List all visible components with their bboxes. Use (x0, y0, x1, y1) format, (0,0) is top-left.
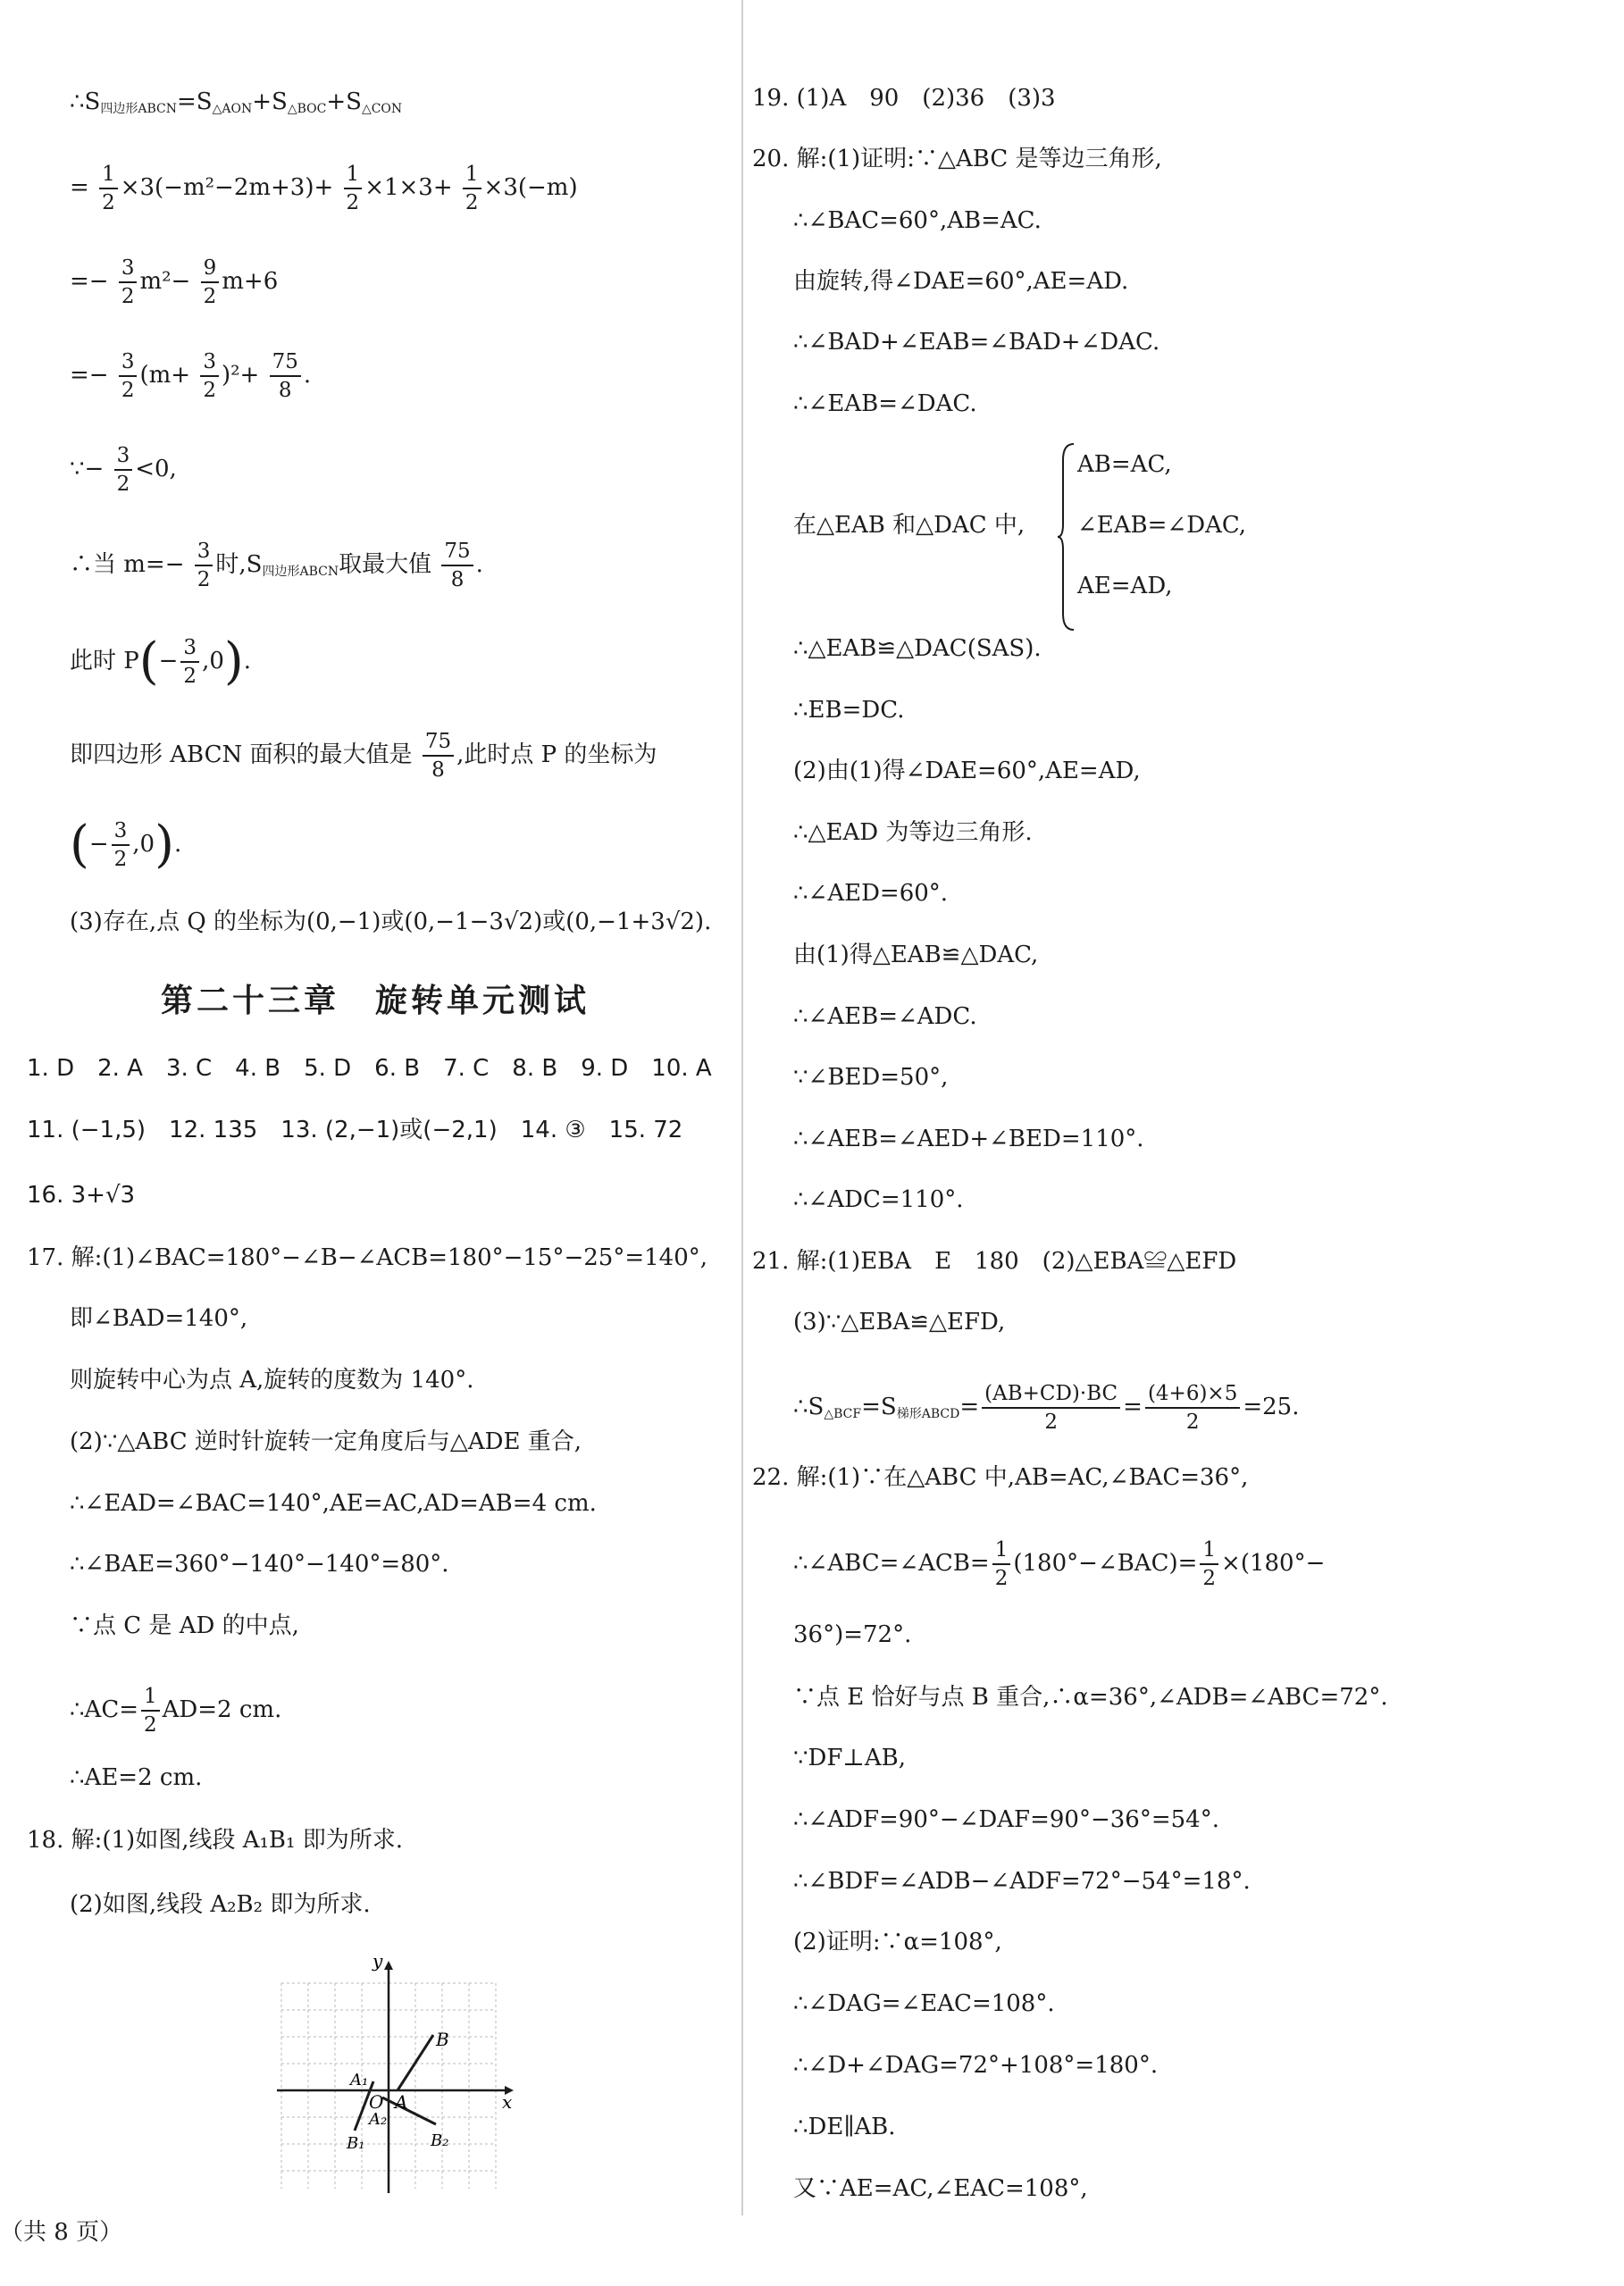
subscript: △BOC (287, 102, 327, 116)
text: <0, (135, 456, 177, 482)
q17-line-4: (2)∵△ABC 逆时针旋转一定角度后与△ADE 重合, (70, 1428, 582, 1455)
coordinate-line: (− $\frac{3}{2}$ ,0). (70, 816, 182, 874)
q21-line-1: 21. 解:(1)EBA E 180 (2)△EBA≌△EFD (752, 1248, 1237, 1275)
text: . (475, 551, 483, 578)
text: ∴当 m=− (70, 551, 185, 578)
text: . (303, 362, 312, 389)
q20-line-1: 20. 解:(1)证明:∵△ABC 是等边三角形, (752, 146, 1162, 172)
text: ∴∠ABC=∠ACB= (793, 1550, 990, 1577)
q20-system-1: AB=AC, (1077, 451, 1172, 478)
point-a-label: A (395, 2091, 408, 2113)
q17-line-5: ∴∠EAD=∠BAC=140°,AE=AC,AD=AB=4 cm. (70, 1490, 597, 1517)
text: ,此时点 P 的坐标为 (456, 741, 657, 768)
q17-line-6: ∴∠BAE=360°−140°−140°=80°. (70, 1551, 449, 1578)
y-axis-arrow (384, 1961, 393, 1970)
q22-line-4: ∵点 E 恰好与点 B 重合,∴α=36°,∠ADB=∠ABC=72°. (793, 1684, 1388, 1711)
answers-row-1: 1. D 2. A 3. C 4. B 5. D 6. B 7. C 8. B 9. D 10. A (27, 1055, 712, 1082)
text: =− (70, 268, 109, 295)
q22-line-11: ∴DE∥AB. (793, 2114, 896, 2140)
text: (180°−∠BAC)= (1013, 1550, 1198, 1577)
q20-line-4: ∴∠BAD+∠EAB=∠BAD+∠DAC. (793, 329, 1160, 356)
point-b2-label: B₂ (431, 2131, 449, 2150)
text: =S (176, 88, 213, 115)
text: =25. (1243, 1394, 1300, 1420)
fraction: $\frac{3}{2}$ (119, 255, 138, 310)
because-line (70, 442, 177, 498)
q20-line-6: ∴△EAB≌△DAC(SAS). (793, 635, 1042, 662)
part3-answer: (3)存在,点 Q 的坐标为(0,−1)或(0,−1−3√2)或(0,−1+3√2). (70, 909, 712, 935)
q20-line-5: ∴∠EAB=∠DAC. (793, 390, 977, 417)
answers-row-2: 11. (−1,5) 12. 135 13. (2,−1)或(−2,1) 14. ③ 15. 72 (27, 1117, 683, 1143)
text: +S (326, 88, 362, 115)
q20-line-15: ∴∠ADC=110°. (793, 1186, 964, 1213)
y-label: y (373, 1950, 383, 1972)
subscript: 四边形ABCN (100, 102, 177, 116)
subscript: △CON (361, 102, 403, 116)
text: =− (70, 362, 109, 389)
q17-line-1: 17. 解:(1)∠BAC=180°−∠B−∠ACB=180°−15°−25°=140°, (27, 1244, 708, 1271)
text: +S (252, 88, 288, 115)
fraction: $\frac{1}{2}$ (992, 1537, 1011, 1592)
point-a2-label: A₂ (369, 2110, 388, 2129)
point-p-line: 此时 P(− $\frac{3}{2}$ ,0). (70, 632, 251, 691)
page-footer: （共 8 页） (0, 2219, 123, 2246)
subscript: 梯形ABCD (896, 1407, 960, 1421)
q20-line-2: ∴∠BAC=60°,AB=AC. (793, 207, 1042, 234)
fraction: $\frac{3}{2}$ (180, 634, 199, 690)
fraction: $\frac{75}{8}$ (270, 348, 301, 404)
subscript: △AON (212, 102, 253, 116)
text: 即四边形 ABCN 面积的最大值是 (70, 741, 413, 768)
q20-system-3: AE=AD, (1077, 573, 1173, 599)
q20-line-13: ∵∠BED=50°, (793, 1064, 949, 1091)
q19-answer: 19. (1)A 90 (2)36 (3)3 (752, 85, 1056, 112)
q22-line-9: ∴∠DAG=∠EAC=108°. (793, 1990, 1055, 2017)
q20-line-12: ∴∠AEB=∠ADC. (793, 1003, 977, 1030)
expression-line-1 (70, 161, 578, 216)
text: = (959, 1394, 980, 1420)
expression-line-3 (70, 348, 311, 404)
fraction: $\frac{3}{2}$ (114, 442, 133, 498)
text: . (173, 831, 182, 858)
q17-line-3: 则旋转中心为点 A,旋转的度数为 140°. (70, 1367, 474, 1394)
q17-line-9: ∴AE=2 cm. (70, 1764, 203, 1791)
left-column (0, 0, 743, 2215)
q22-line-7: ∴∠BDF=∠ADB−∠ADF=72°−54°=18°. (793, 1868, 1251, 1895)
area-sum-line (70, 84, 402, 127)
q20-line-11: 由(1)得△EAB≌△DAC, (793, 942, 1039, 968)
fraction: $\frac{3}{2}$ (200, 348, 219, 404)
q21-line-2: (3)∵△EBA≌△EFD, (793, 1309, 1006, 1336)
point-b-label: B (436, 2029, 449, 2050)
q20-system-lead: 在△EAB 和△DAC 中, (793, 512, 1025, 539)
text: = (1123, 1394, 1143, 1420)
fraction: $\frac{1}{2}$ (344, 161, 363, 216)
fraction: $\frac{1}{2}$ (141, 1683, 160, 1738)
text: AD=2 cm. (162, 1696, 282, 1723)
q17-line-8 (70, 1683, 281, 1738)
text: =S (861, 1394, 897, 1420)
text: (m+ (139, 362, 191, 389)
q20-line-10: ∴∠AED=60°. (793, 880, 949, 907)
origin-label: O (369, 2091, 384, 2113)
fraction: $\frac{(4+6)\times 5}{2}$ (1145, 1380, 1240, 1436)
q20-system-2: ∠EAB=∠DAC, (1077, 512, 1247, 539)
fraction: $\frac{9}{2}$ (201, 255, 220, 310)
text: ∴AC= (70, 1696, 138, 1723)
text: 取最大值 (339, 551, 432, 578)
chapter-title: 第二十三章 旋转单元测试 (161, 983, 590, 1019)
q17-line-7: ∵点 C 是 AD 的中点, (70, 1612, 299, 1639)
q20-line-7: ∴EB=DC. (793, 697, 905, 724)
point-a1-label: A₁ (350, 2071, 369, 2089)
q20-line-8: (2)由(1)得∠DAE=60°,AE=AD, (793, 758, 1141, 784)
fraction: $\frac{1}{2}$ (1200, 1537, 1218, 1592)
expression-line-2 (70, 255, 278, 310)
text: ×3(−m²−2m+3)+ (120, 174, 334, 201)
q22-line-1: 22. 解:(1)∵在△ABC 中,AB=AC,∠BAC=36°, (752, 1464, 1249, 1491)
point-b1-label: B₁ (347, 2134, 365, 2153)
text: = (70, 174, 89, 201)
text: 此时 P (70, 648, 139, 674)
text: ×(180°− (1221, 1550, 1326, 1577)
text: ∵− (70, 456, 105, 482)
text: ,0 (202, 648, 224, 674)
q22-line-10: ∴∠D+∠DAG=72°+108°=180°. (793, 2052, 1159, 2079)
q17-line-2: 即∠BAD=140°, (70, 1305, 248, 1332)
coordinate-grid-figure (268, 1947, 527, 2202)
conclusion-line (70, 728, 657, 783)
subscript: 四边形ABCN (262, 565, 339, 579)
q20-line-3: 由旋转,得∠DAE=60°,AE=AD. (793, 268, 1129, 295)
q18-line-2: (2)如图,线段 A₂B₂ 即为所求. (70, 1891, 371, 1918)
max-value-line (70, 538, 483, 593)
fraction: $\frac{3}{2}$ (119, 348, 138, 404)
q22-line-8: (2)证明:∵α=108°, (793, 1929, 1002, 1955)
text: )²+ (221, 362, 260, 389)
text: 时,S (215, 551, 263, 578)
q22-line-3: 36°)=72°. (793, 1621, 912, 1648)
q22-line-2 (793, 1537, 1325, 1592)
text: m²− (139, 268, 191, 295)
text: ×3(−m) (483, 174, 578, 201)
answers-row-3: 16. 3+√3 (27, 1182, 136, 1209)
fraction: $\frac{1}{2}$ (99, 161, 118, 216)
text: m+6 (222, 268, 279, 295)
fraction: $\frac{75}{8}$ (441, 538, 473, 593)
fraction: $\frac{75}{8}$ (423, 728, 454, 783)
fraction: $\frac{3}{2}$ (195, 538, 213, 593)
q22-line-5: ∵DF⊥AB, (793, 1745, 907, 1771)
system-brace (1058, 442, 1076, 632)
x-label: x (502, 2091, 513, 2113)
text: ∴S (793, 1394, 825, 1420)
text: ∴S (70, 88, 101, 115)
subscript: △BCF (824, 1407, 862, 1421)
fraction: $\frac{1}{2}$ (463, 161, 481, 216)
q20-line-14: ∴∠AEB=∠AED+∠BED=110°. (793, 1126, 1144, 1152)
q22-line-12: 又∵AE=AC,∠EAC=108°, (793, 2175, 1088, 2202)
q22-line-6: ∴∠ADF=90°−∠DAF=90°−36°=54°. (793, 1806, 1219, 1833)
text: ×1×3+ (364, 174, 453, 201)
fraction: $\frac{(AB+CD)\cdot BC}{2}$ (982, 1380, 1120, 1436)
q20-line-9: ∴△EAD 为等边三角形. (793, 819, 1033, 846)
q18-line-1: 18. 解:(1)如图,线段 A₁B₁ 即为所求. (27, 1827, 403, 1854)
segment-a2b2 (382, 2098, 436, 2124)
text: ,0 (132, 831, 155, 858)
q21-line-3 (793, 1380, 1299, 1436)
fraction: $\frac{3}{2}$ (112, 817, 130, 873)
